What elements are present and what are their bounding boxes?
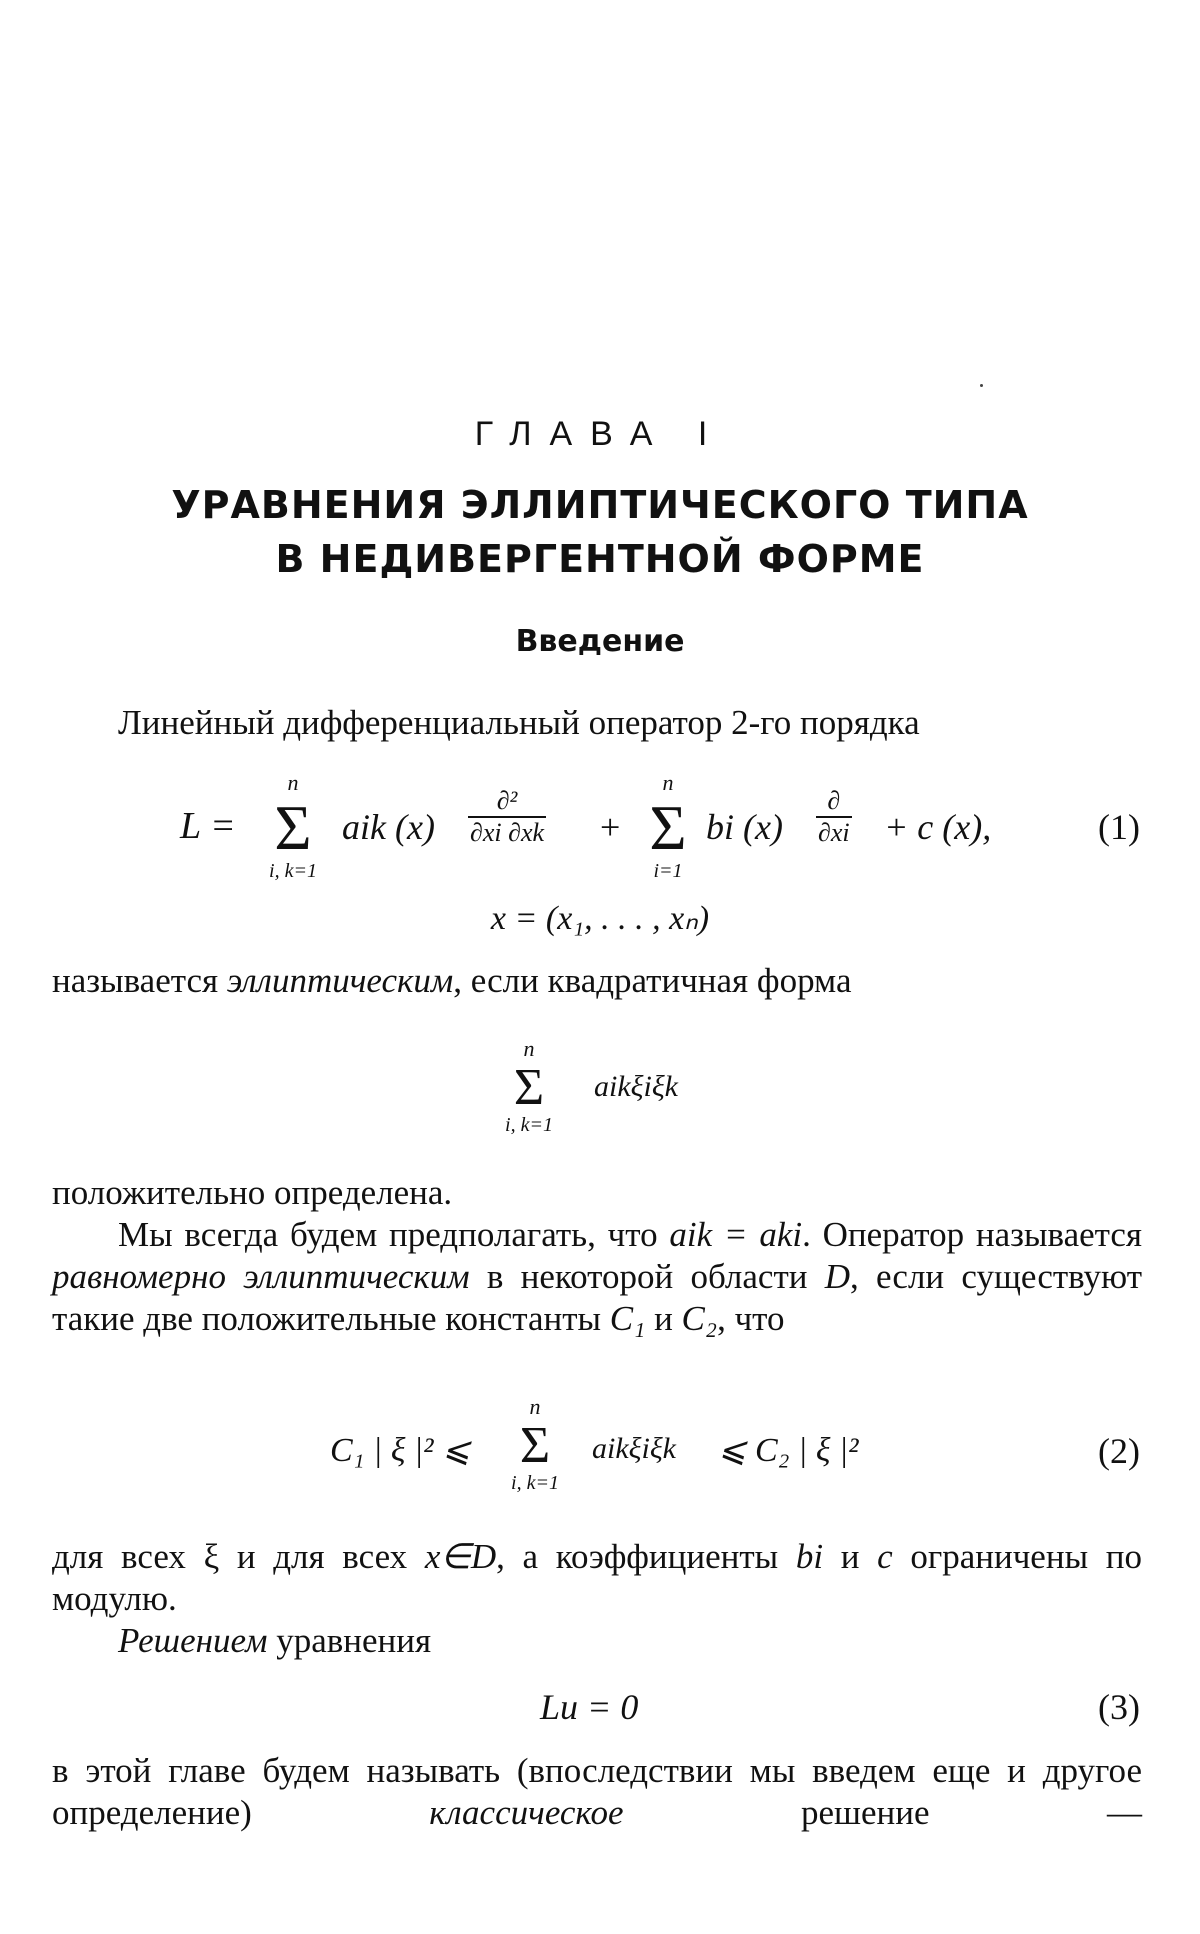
eq2-right: ⩽ C₂ | ξ |² <box>718 1432 859 1469</box>
paragraph-all-xi <box>52 1536 1142 1620</box>
p5-text-b: , а коэффициенты <box>496 1537 796 1576</box>
qf-sum <box>494 1036 564 1137</box>
paragraph-uniform-elliptic <box>52 1214 1142 1340</box>
eq2-sum <box>500 1394 570 1495</box>
qf-sum-bottom: i, k=1 <box>505 1114 553 1136</box>
p4-text-e: , что <box>717 1299 785 1338</box>
eq2-number: (2) <box>1098 1431 1140 1471</box>
eq1-tail: + c (x), <box>884 807 992 847</box>
eq1-number: (1) <box>1098 807 1140 847</box>
p4-text-b: . Оператор называется <box>802 1215 1143 1254</box>
p4-and: и <box>645 1299 682 1338</box>
chapter-label: ГЛАВА I <box>474 415 726 453</box>
paragraph-classical <box>52 1750 1142 1834</box>
p6-text-a: уравнения <box>267 1621 432 1660</box>
term-classical: классическое <box>429 1793 624 1832</box>
p5-x-in-d: x∈D <box>424 1537 497 1576</box>
term-elliptic: эллиптическим <box>226 961 454 1000</box>
eq1-sum1-top: n <box>287 770 299 795</box>
p5-text-a: для всех ξ и для всех <box>52 1537 425 1576</box>
scan-speck <box>980 384 983 387</box>
eq1-sum2-top: n <box>662 770 674 795</box>
chapter-title-line-1: УРАВНЕНИЯ ЭЛЛИПТИЧЕСКОГО ТИПА <box>171 483 1029 527</box>
eq1-xdef: x = (x₁, . . . , xₙ) <box>490 900 710 937</box>
p2-text-b: , если квадратичная форма <box>453 961 852 1000</box>
eq2-left: C₁ | ξ |² ⩽ <box>330 1432 471 1469</box>
p4-c1: C₁ <box>609 1299 646 1338</box>
eq2-sum-bottom: i, k=1 <box>511 1472 559 1494</box>
equation-1 <box>0 770 1200 900</box>
eq1-frac1-num: ∂² <box>468 786 546 818</box>
eq1-plus: + <box>600 807 621 847</box>
term-uniform-elliptic: равномерно эллиптическим <box>52 1257 470 1296</box>
eq3-number: (3) <box>1098 1687 1140 1727</box>
eq3-body: Lu = 0 <box>540 1687 639 1727</box>
eq2-term: aikξiξk <box>592 1432 676 1465</box>
paragraph-solution <box>52 1620 1142 1662</box>
p4-text-a: Мы всегда будем предполагать, что <box>118 1215 670 1254</box>
eq1-frac2 <box>816 786 852 848</box>
p4-domain: D <box>824 1257 851 1296</box>
chapter-title-line-2: В НЕДИВЕРГЕНТНОЙ ФОРМЕ <box>275 537 925 581</box>
equation-2 <box>0 1394 1200 1504</box>
p4-text-c: в некоторой области <box>469 1257 825 1296</box>
eq1-frac1 <box>468 786 546 848</box>
chapter-title <box>0 478 1200 586</box>
p4-c2: C₂ <box>681 1299 718 1338</box>
equation-3 <box>0 1678 1200 1738</box>
p5-text-c: и <box>823 1537 878 1576</box>
eq1-term1: aik (x) <box>342 807 435 847</box>
sigma-symbol: Σ <box>274 792 312 863</box>
quadratic-form <box>0 1036 1200 1146</box>
p2-text-a: называется <box>52 961 227 1000</box>
p7-text-b: решение — <box>623 1793 1142 1832</box>
sigma-symbol: Σ <box>519 1417 551 1474</box>
eq2-sum-top: n <box>529 1394 541 1419</box>
paragraph-elliptic-def <box>52 960 1142 1002</box>
p4-symmetry: aik = aki <box>669 1215 803 1254</box>
qf-sum-top: n <box>523 1036 535 1061</box>
paragraph-positive-definite: положительно определена. <box>52 1173 453 1212</box>
paragraph-intro: Линейный дифференциальный оператор 2-го порядка <box>118 703 920 742</box>
eq1-frac2-den: ∂xi <box>818 818 850 847</box>
eq1-frac1-den: ∂xi ∂xk <box>470 818 545 847</box>
eq1-lhs: L = <box>180 805 236 847</box>
section-heading: Введение <box>515 624 685 659</box>
eq1-sum1-bottom: i, k=1 <box>269 860 317 882</box>
eq1-sum-1 <box>258 770 328 883</box>
qf-term: aikξiξk <box>594 1070 678 1103</box>
eq1-term2: bi (x) <box>706 807 783 847</box>
eq1-frac2-num: ∂ <box>816 786 852 818</box>
eq1-sum2-bottom: i=1 <box>653 860 683 882</box>
term-solution: Решением <box>118 1621 268 1660</box>
eq1-sum-2 <box>636 770 700 883</box>
p5-text-d: ограничены по модулю. <box>52 1537 1142 1618</box>
p7-text-a: в этой главе будем называть (впоследствии мы введем еще и другое определение) <box>52 1751 1142 1832</box>
sigma-symbol: Σ <box>649 792 687 863</box>
p5-bi: bi <box>795 1537 824 1576</box>
p4-text-d: , если существуют такие две положительные константы <box>52 1257 1142 1338</box>
p5-c: c <box>877 1537 893 1576</box>
sigma-symbol: Σ <box>513 1059 545 1116</box>
